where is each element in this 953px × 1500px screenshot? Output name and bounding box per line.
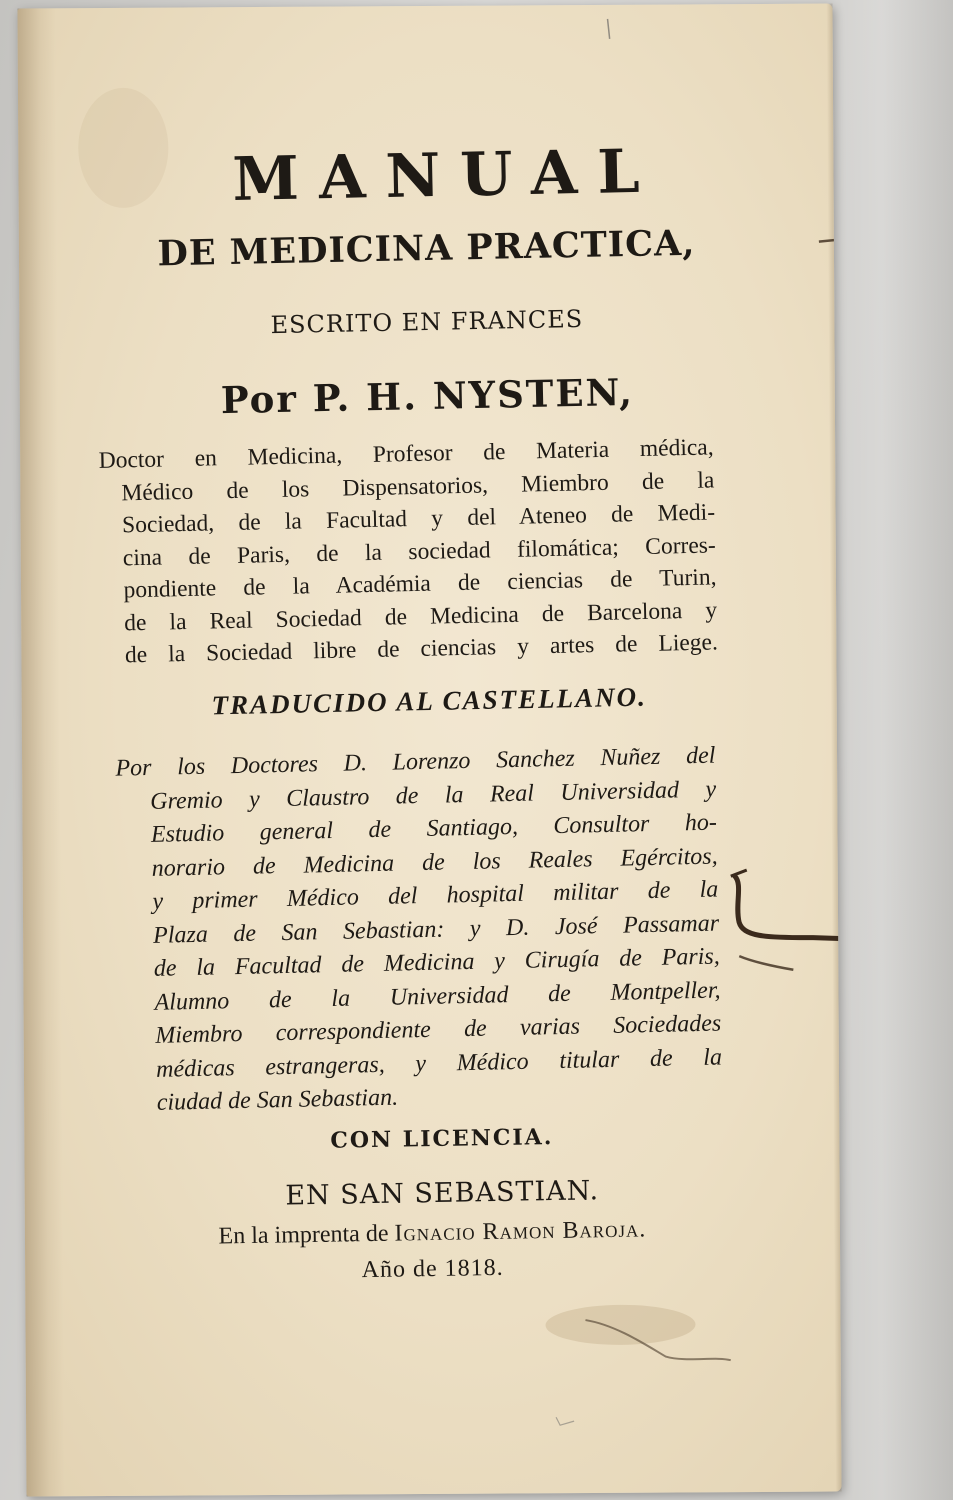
book-title: MANUAL xyxy=(231,136,661,216)
book-subtitle: DE MEDICINA PRACTICA, xyxy=(157,222,696,275)
credentials-line: Sociedad, de la Facultad y del Ateneo de Medi- xyxy=(121,499,716,539)
credentials-line: pondiente de la Académia de ciencias de Turin, xyxy=(123,564,717,604)
background-cloth xyxy=(823,0,953,1500)
pencil-mark xyxy=(17,4,841,1497)
author-prefix: Por xyxy=(220,376,299,423)
translators-line: Gremio y Claustro de la Real Universidad y xyxy=(149,776,717,815)
publication-city: EN SAN SEBASTIAN. xyxy=(285,1175,600,1212)
translators-line: de la Facultad de Medicina y Cirugía de Paris, xyxy=(153,943,721,982)
translators-line: Alumno de la Universidad de Montpeller, xyxy=(154,977,721,1016)
translators-line: médicas estrangeras, y Médico titular de la xyxy=(155,1043,723,1083)
translators-line: Miembro correspondiente de varias Sociedades xyxy=(155,1010,722,1049)
translated-heading: TRADUCIDO AL CASTELLANO. xyxy=(211,681,648,721)
credentials-line: Médico de los Dispensatorios, Miembro de la xyxy=(121,466,715,506)
printer-prefix: En la imprenta de xyxy=(218,1220,389,1250)
translators-line: y primer Médico del hospital militar de la xyxy=(152,876,719,915)
credentials-line: Doctor en Medicina, Profesor de Materia médica, xyxy=(98,434,714,474)
translators-line: Plaza de San Sebastian: y D. José Passamar xyxy=(152,910,720,949)
credentials-line: cina de Paris, de la sociedad filomática; Corres- xyxy=(122,531,716,571)
translators-line: Estudio general de Santiago, Consultor ho- xyxy=(150,809,718,848)
translators-line: norario de Medicina de los Reales Egércitos, xyxy=(151,843,718,882)
title-page xyxy=(17,4,841,1497)
author-name: P. H. NYSTEN, xyxy=(312,369,635,421)
publication-year: Año de 1818. xyxy=(361,1254,504,1284)
printer-name: Ignacio Ramon Baroja. xyxy=(394,1216,647,1247)
original-language-line: ESCRITO EN FRANCES xyxy=(270,304,584,340)
license-line: CON LICENCIA. xyxy=(330,1124,554,1154)
translators-line: Por los Doctores D. Lorenzo Sanchez Nuñez del xyxy=(115,742,716,782)
credentials-line: de la Sociedad libre de ciencias y artes de Liege. xyxy=(124,629,719,669)
credentials-line: de la Real Sociedad de Medicina de Barcelona y xyxy=(123,596,718,636)
translators-line: ciudad de San Sebastian. xyxy=(156,1084,399,1116)
